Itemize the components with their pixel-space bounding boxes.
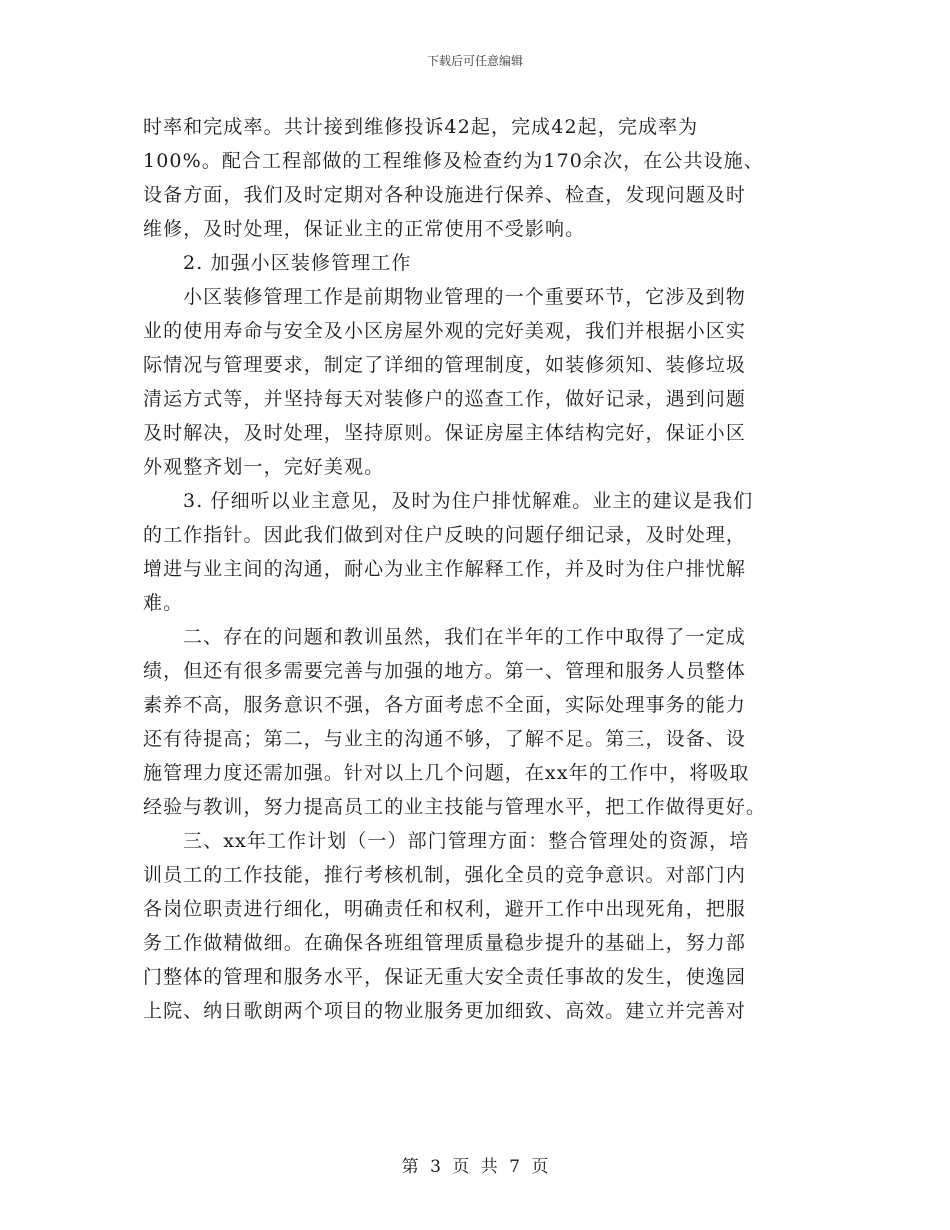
text-line: 还有待提高；第二，与业主的沟通不够，了解不足。第三，设备、设 — [143, 728, 747, 750]
text-line: 的工作指针。因此我们做到对住户反映的问题仔细记录，及时处理， — [143, 524, 747, 546]
text-line: 素养不高，服务意识不强，各方面考虑不全面，实际处理事务的能力 — [143, 694, 747, 716]
text-line: 外观整齐划一，完好美观。 — [143, 456, 385, 478]
page-header-note: 下载后可任意编辑 — [426, 54, 523, 68]
text-line: 三、xx年工作计划（一）部门管理方面：整合管理处的资源，培 — [183, 830, 750, 852]
text-line: 务工作做精做细。在确保各班组管理质量稳步提升的基础上，努力部 — [143, 932, 747, 954]
text-line: 维修，及时处理，保证业主的正常使用不受影响。 — [143, 218, 586, 240]
text-line: 训员工的工作技能，推行考核机制，强化全员的竞争意识。对部门内 — [143, 864, 747, 886]
text-line: 经验与教训，努力提高员工的业主技能与管理水平，把工作做得更好。 — [143, 796, 767, 818]
text-line: 绩，但还有很多需要完善与加强的地方。第一、管理和服务人员整体 — [143, 660, 747, 682]
text-line: 清运方式等，并坚持每天对装修户的巡查工作，做好记录，遇到问题 — [143, 388, 747, 410]
text-line: 设备方面，我们及时定期对各种设施进行保养、检查，发现问题及时 — [143, 184, 747, 206]
text-line: 及时解决，及时处理，坚持原则。保证房屋主体结构完好，保证小区 — [143, 422, 747, 444]
text-line: 上院、纳日歌朗两个项目的物业服务更加细致、高效。建立并完善对 — [143, 1000, 747, 1022]
text-line: 3. 仔细听以业主意见，及时为住户排忧解难。业主的建议是我们 — [183, 490, 754, 512]
text-line: 时率和完成率。共计接到维修投诉42起，完成42起，完成率为 — [143, 116, 699, 138]
text-line: 小区装修管理工作是前期物业管理的一个重要环节，它涉及到物 — [183, 286, 746, 308]
text-line: 际情况与管理要求，制定了详细的管理制度，如装修须知、装修垃圾 — [143, 354, 747, 376]
text-line: 门整体的管理和服务水平，保证无重大安全责任事故的发生，使逸园 — [143, 966, 747, 988]
text-line: 100%。配合工程部做的工程维修及检查约为170余次，在公共设施、 — [143, 150, 764, 172]
document-body — [143, 110, 809, 1028]
text-line: 业的使用寿命与安全及小区房屋外观的完好美观，我们并根据小区实 — [143, 320, 747, 342]
text-line: 二、存在的问题和教训虽然，我们在半年的工作中取得了一定成 — [183, 626, 746, 648]
page-number-footer: 第 3 页 共 7 页 — [401, 1157, 549, 1177]
text-line: 各岗位职责进行细化，明确责任和权利，避开工作中出现死角，把服 — [143, 898, 747, 920]
text-line: 难。 — [143, 592, 184, 614]
text-line: 增进与业主间的沟通，耐心为业主作解释工作，并及时为住户排忧解 — [143, 558, 747, 580]
text-line: 施管理力度还需加强。针对以上几个问题，在xx年的工作中，将吸取 — [143, 762, 750, 784]
section-heading: 2. 加强小区装修管理工作 — [183, 252, 412, 274]
